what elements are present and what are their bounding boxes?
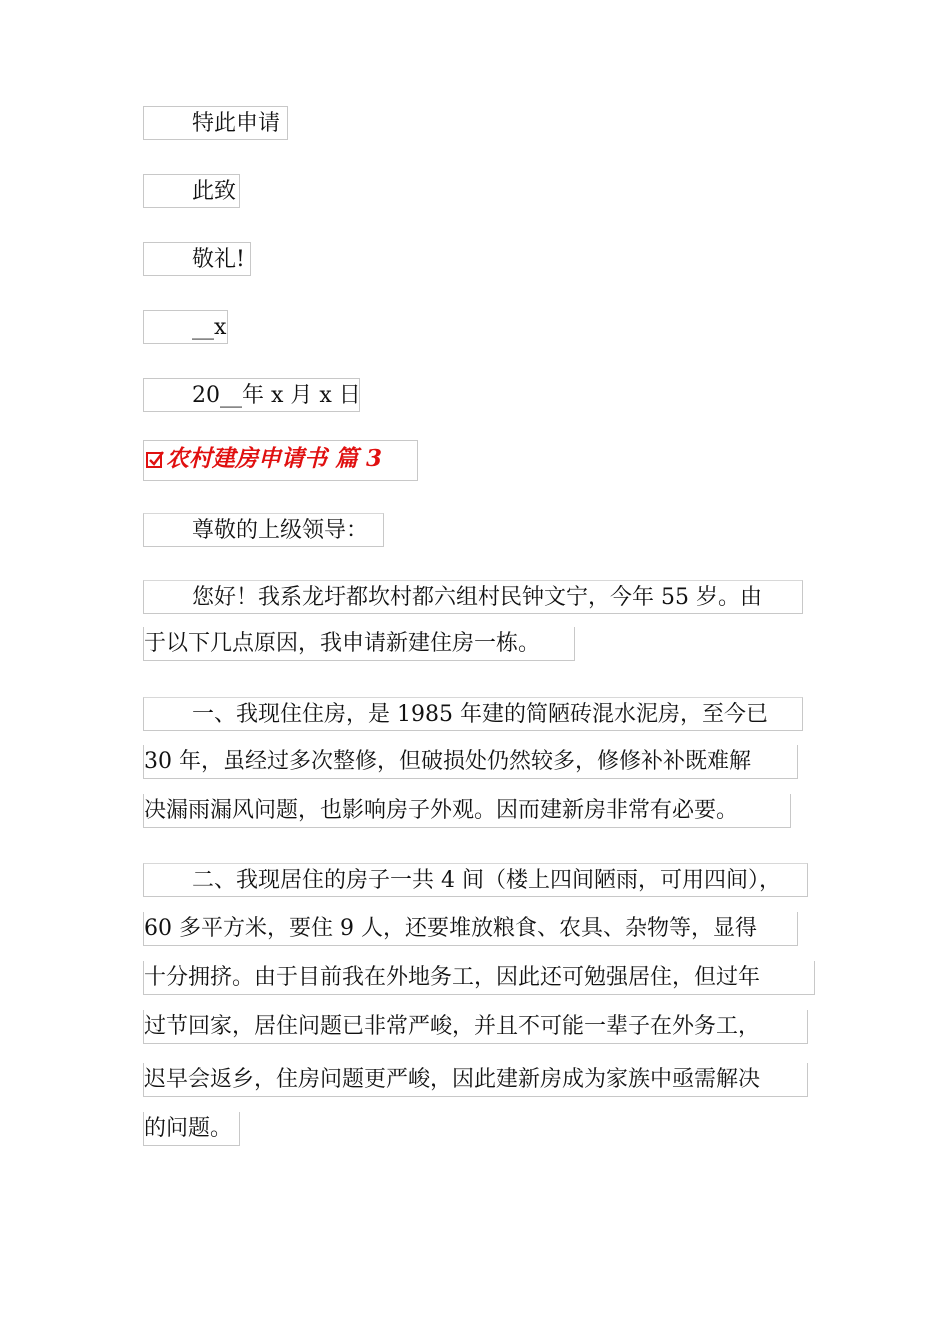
checkbox-checked-icon (146, 451, 164, 469)
salutation: 尊敬的上级领导： (143, 513, 384, 547)
paragraph-3-line-1: 二、我现居住的房子一共 4 间（楼上四间陋雨，可用四间）， (143, 863, 808, 897)
section-heading (143, 440, 418, 481)
closing-line-request: 特此申请 (143, 106, 288, 140)
paragraph-3-line-4: 过节回家，居住问题已非常严峻，并且不可能一辈子在外务工， (143, 1010, 808, 1044)
paragraph-1-line-1: 您好！我系龙圩都坎村都六组村民钟文宁，今年 55 岁。由 (143, 580, 803, 614)
closing-date: 20__年 x 月 x 日 (143, 378, 360, 412)
paragraph-2-line-1: 一、我现住住房，是 1985 年建的简陋砖混水泥房，至今已 (143, 697, 803, 731)
closing-line-regards: 此致 (143, 174, 240, 208)
section-heading-text: 农村建房申请书 篇 3 (166, 445, 383, 472)
closing-line-salute: 敬礼! (143, 242, 251, 276)
paragraph-3-line-6: 的问题。 (143, 1112, 240, 1146)
paragraph-2-line-3: 决漏雨漏风问题，也影响房子外观。因而建新房非常有必要。 (143, 794, 791, 828)
paragraph-3-line-3: 十分拥挤。由于目前我在外地务工，因此还可勉强居住，但过年 (143, 961, 815, 995)
paragraph-3-line-5: 迟早会返乡，住房问题更严峻，因此建新房成为家族中亟需解决 (143, 1063, 808, 1097)
closing-signature: __x (143, 310, 228, 344)
paragraph-2-line-2: 30 年，虽经过多次整修，但破损处仍然较多，修修补补既难解 (143, 745, 798, 779)
paragraph-1-line-2: 于以下几点原因，我申请新建住房一栋。 (143, 627, 575, 661)
paragraph-3-line-2: 60 多平方米，要住 9 人，还要堆放粮食、农具、杂物等，显得 (143, 912, 798, 946)
